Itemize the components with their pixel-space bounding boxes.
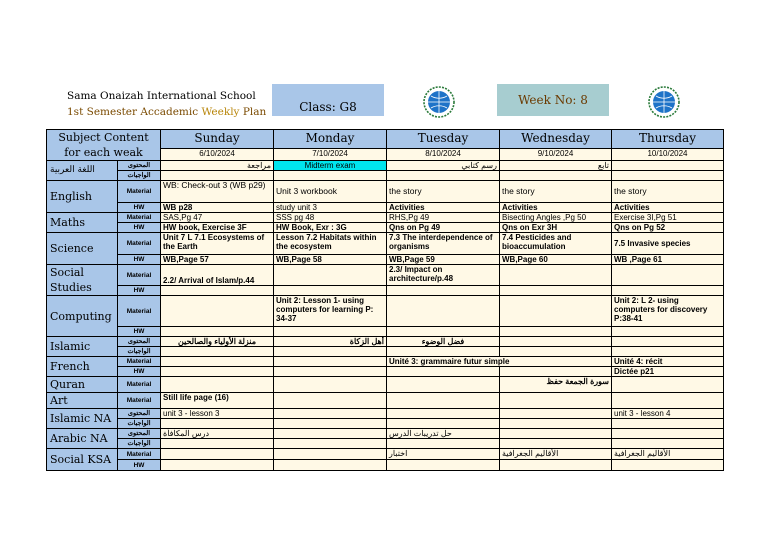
plan-cell: 2.2/ Arrival of Islam/p.44 — [161, 265, 274, 286]
plan-cell — [612, 439, 724, 449]
subject-quran: Quran — [47, 377, 118, 393]
plan-cell — [612, 337, 724, 347]
weekly-plan-table — [46, 129, 724, 471]
plan-cell: WB,Page 57 — [161, 255, 274, 265]
table-row — [47, 377, 724, 393]
plan-cell — [274, 347, 387, 357]
subject-computing: Computing — [47, 296, 118, 337]
plan-cell — [612, 286, 724, 296]
class-label: Class: G8 — [272, 84, 384, 116]
plan-cell: Unit 2: L 2- using computers for discovery P:38-41 — [612, 296, 724, 327]
plan-cell: Dictée p21 — [612, 367, 724, 377]
plan-cell — [387, 327, 500, 337]
table-row — [47, 347, 724, 357]
plan-cell — [161, 419, 274, 429]
plan-cell — [274, 286, 387, 296]
plan-cell — [612, 377, 724, 393]
plan-cell — [161, 357, 274, 367]
subject-islamic-na: Islamic NA — [47, 409, 118, 429]
plan-cell: HW book, Exercise 3F — [161, 223, 274, 233]
subject-islamic: Islamic — [47, 337, 118, 357]
plan-cell — [612, 429, 724, 439]
plan-cell: Lesson 7.2 Habitats within the ecosystem — [274, 233, 387, 255]
plan-cell — [387, 419, 500, 429]
date-tuesday: 8/10/2024 — [387, 148, 500, 160]
date-thursday: 10/10/2024 — [612, 148, 724, 160]
plan-cell: Unit 2: Lesson 1- using computers for learning P: 34-37 — [274, 296, 387, 327]
plan-cell — [161, 347, 274, 357]
plan-cell — [387, 296, 500, 327]
subject-science: Science — [47, 233, 118, 265]
table-row — [47, 393, 724, 409]
plan-cell: أهل الزكاة — [274, 337, 387, 347]
plan-cell: WB,Page 59 — [387, 255, 500, 265]
type-label: المحتوى — [118, 429, 161, 439]
type-label: الواجبات — [118, 419, 161, 429]
subject-art: Art — [47, 393, 118, 409]
plan-cell: WB: Check-out 3 (WB p29) — [161, 181, 274, 203]
plan-cell — [612, 265, 724, 286]
type-label: HW — [118, 460, 161, 471]
plan-cell — [500, 286, 612, 296]
plan-cell — [612, 327, 724, 337]
plan-cell — [387, 171, 500, 181]
plan-cell: unit 3 - lesson 3 — [161, 409, 274, 419]
plan-cell — [161, 439, 274, 449]
plan-cell — [612, 419, 724, 429]
plan-cell: الأقاليم الجغرافية — [612, 449, 724, 460]
type-label: الواجبات — [118, 171, 161, 181]
plan-cell — [612, 460, 724, 471]
plan-cell — [274, 377, 387, 393]
plan-cell — [500, 327, 612, 337]
type-label: الواجبات — [118, 439, 161, 449]
subject-maths: Maths — [47, 213, 118, 233]
day-monday: Monday — [274, 130, 387, 149]
plan-cell — [500, 460, 612, 471]
plan-cell: Exercise 3I,Pg 51 — [612, 213, 724, 223]
plan-cell: Unit 3 workbook — [274, 181, 387, 203]
plan-cell — [274, 439, 387, 449]
plan-cell — [274, 449, 387, 460]
date-sunday: 6/10/2024 — [161, 148, 274, 160]
type-label: Material — [118, 265, 161, 286]
table-row — [47, 233, 724, 255]
day-wednesday: Wednesday — [500, 130, 612, 149]
plan-cell — [274, 171, 387, 181]
plan-cell — [161, 171, 274, 181]
plan-cell — [387, 393, 500, 409]
type-label: Material — [118, 296, 161, 327]
day-thursday: Thursday — [612, 130, 724, 149]
table-row — [47, 171, 724, 181]
plan-cell: الأقاليم الجغرافية — [500, 449, 612, 460]
plan-cell — [274, 265, 387, 286]
semester-line: 1st Semester Accademic Weekly Plan — [67, 106, 267, 118]
plan-cell — [500, 337, 612, 347]
plan-cell — [500, 429, 612, 439]
type-label: المحتوى — [118, 409, 161, 419]
type-label: Material — [118, 393, 161, 409]
plan-cell: 2.3/ Impact on architecture/p.48 — [387, 265, 500, 286]
plan-cell — [500, 296, 612, 327]
plan-cell: Qns on Exr 3H — [500, 223, 612, 233]
plan-cell: 7.4 Pesticides and bioaccumulation — [500, 233, 612, 255]
type-label: الواجبات — [118, 347, 161, 357]
table-row — [47, 223, 724, 233]
table-row — [47, 337, 724, 347]
type-label: Material — [118, 377, 161, 393]
plan-cell: unit 3 - lesson 4 — [612, 409, 724, 419]
plan-cell-highlight: Midterm exam — [274, 161, 387, 171]
days-header-row — [47, 130, 724, 149]
table-row — [47, 203, 724, 213]
plan-cell: Unité 4: récit — [612, 357, 724, 367]
type-label: Material — [118, 181, 161, 203]
plan-cell: اختبار — [387, 449, 500, 460]
plan-cell — [387, 367, 500, 377]
plan-cell: Bisecting Angles ,Pg 50 — [500, 213, 612, 223]
plan-cell: Activities — [612, 203, 724, 213]
plan-cell — [612, 347, 724, 357]
plan-cell — [612, 161, 724, 171]
plan-cell — [274, 357, 387, 367]
subject-social-studies: Social Studies — [47, 265, 118, 296]
type-label: HW — [118, 367, 161, 377]
plan-cell: حل تدريبات الدرس — [387, 429, 500, 439]
subject-english: English — [47, 181, 118, 213]
plan-cell — [161, 327, 274, 337]
table-row — [47, 429, 724, 439]
type-label: HW — [118, 255, 161, 265]
plan-cell: Still life page (16) — [161, 393, 274, 409]
day-tuesday: Tuesday — [387, 130, 500, 149]
table-row — [47, 181, 724, 203]
plan-cell: 7.5 Invasive species — [612, 233, 724, 255]
plan-cell — [274, 429, 387, 439]
plan-cell: Unit 7 L 7.1 Ecosystems of the Earth — [161, 233, 274, 255]
school-name: Sama Onaizah International School — [67, 90, 256, 102]
plan-cell — [500, 419, 612, 429]
type-label: Material — [118, 213, 161, 223]
table-row — [47, 367, 724, 377]
plan-cell: RHS,Pg 49 — [387, 213, 500, 223]
plan-cell — [500, 409, 612, 419]
table-row — [47, 161, 724, 171]
table-row — [47, 357, 724, 367]
week-number: Week No: 8 — [497, 84, 609, 116]
plan-cell: WB p28 — [161, 203, 274, 213]
plan-cell: مراجعة — [161, 161, 274, 171]
plan-cell — [612, 171, 724, 181]
subject-social-ksa: Social KSA — [47, 449, 118, 471]
plan-cell — [274, 393, 387, 409]
type-label: Material — [118, 233, 161, 255]
plan-cell: the story — [500, 181, 612, 203]
type-label: HW — [118, 327, 161, 337]
plan-cell — [500, 367, 612, 377]
date-wednesday: 9/10/2024 — [500, 148, 612, 160]
plan-cell: Activities — [387, 203, 500, 213]
type-label: المحتوى — [118, 161, 161, 171]
day-sunday: Sunday — [161, 130, 274, 149]
plan-cell — [161, 367, 274, 377]
plan-cell: منزلة الأولياء والصالحين — [161, 337, 274, 347]
un-globe-logo-icon — [423, 86, 455, 118]
table-row — [47, 439, 724, 449]
plan-cell — [387, 377, 500, 393]
school-header — [67, 88, 266, 120]
plan-cell — [274, 419, 387, 429]
plan-cell — [274, 327, 387, 337]
plan-cell — [274, 460, 387, 471]
plan-cell: WB,Page 60 — [500, 255, 612, 265]
table-row — [47, 460, 724, 471]
plan-cell — [387, 460, 500, 471]
type-label: HW — [118, 286, 161, 296]
table-row — [47, 255, 724, 265]
plan-cell — [161, 296, 274, 327]
un-globe-logo-icon — [648, 86, 680, 118]
plan-cell: Activities — [500, 203, 612, 213]
plan-cell: Qns on Pg 49 — [387, 223, 500, 233]
table-row — [47, 409, 724, 419]
type-label: المحتوى — [118, 337, 161, 347]
type-label: Material — [118, 449, 161, 460]
plan-cell — [612, 393, 724, 409]
plan-cell: فضل الوضوء — [387, 337, 500, 347]
subject-french: French — [47, 357, 118, 377]
plan-cell — [500, 393, 612, 409]
plan-cell — [274, 367, 387, 377]
plan-cell — [161, 449, 274, 460]
plan-cell — [387, 409, 500, 419]
plan-cell: سورة الجمعة حفظ — [500, 377, 612, 393]
plan-cell: SSS pg 48 — [274, 213, 387, 223]
plan-cell: رسم كتابي — [387, 161, 500, 171]
plan-cell — [500, 439, 612, 449]
type-label: HW — [118, 223, 161, 233]
plan-cell: Qns on Pg 52 — [612, 223, 724, 233]
date-monday: 7/10/2024 — [274, 148, 387, 160]
plan-cell: 7.3 The interdependence of organisms — [387, 233, 500, 255]
type-label: HW — [118, 203, 161, 213]
table-row — [47, 213, 724, 223]
table-row — [47, 286, 724, 296]
plan-cell: study unit 3 — [274, 203, 387, 213]
plan-cell — [500, 171, 612, 181]
subject-content-header: Subject Content for each weak — [47, 130, 161, 161]
plan-cell — [161, 377, 274, 393]
plan-cell: درس المكافأة — [161, 429, 274, 439]
plan-cell — [161, 460, 274, 471]
plan-cell — [500, 347, 612, 357]
plan-cell: HW Book, Exr : 3G — [274, 223, 387, 233]
plan-cell — [274, 409, 387, 419]
plan-cell — [500, 265, 612, 286]
table-row — [47, 449, 724, 460]
plan-cell: WB ,Page 61 — [612, 255, 724, 265]
table-row — [47, 265, 724, 286]
plan-cell — [387, 347, 500, 357]
table-row — [47, 327, 724, 337]
plan-cell: تابع — [500, 161, 612, 171]
subject-arabic-na: Arabic NA — [47, 429, 118, 449]
type-label: Material — [118, 357, 161, 367]
table-row — [47, 296, 724, 327]
table-row — [47, 419, 724, 429]
plan-cell: Unité 3: grammaire futur simple — [387, 357, 612, 367]
plan-cell: the story — [612, 181, 724, 203]
plan-cell: WB,Page 58 — [274, 255, 387, 265]
plan-cell: the story — [387, 181, 500, 203]
plan-cell — [387, 439, 500, 449]
plan-cell — [387, 286, 500, 296]
plan-cell — [161, 286, 274, 296]
subject-arabic: اللغة العربية — [47, 161, 118, 181]
plan-cell: SAS,Pg 47 — [161, 213, 274, 223]
